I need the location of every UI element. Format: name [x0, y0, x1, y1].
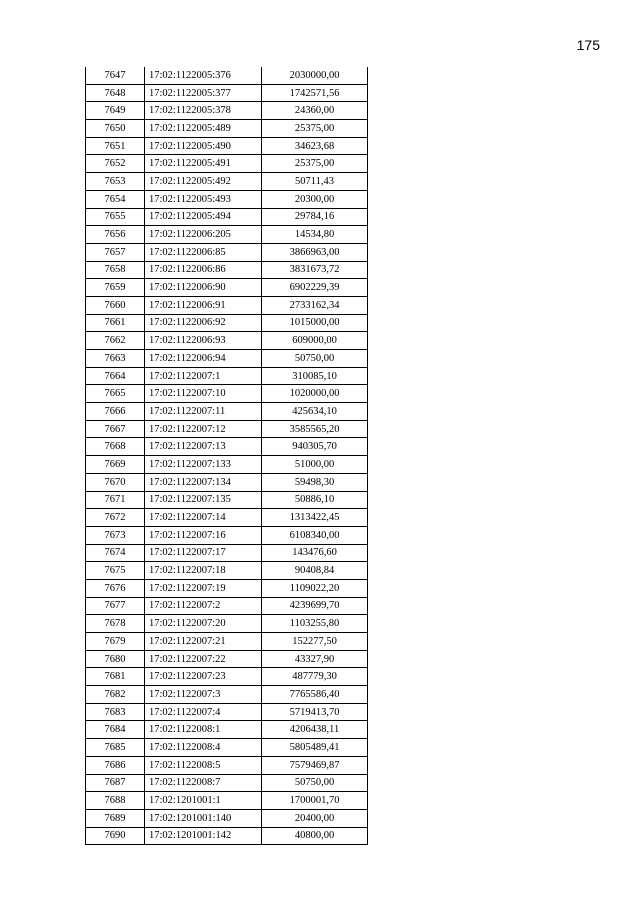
table-row [86, 792, 368, 810]
cadastral-value-table [85, 67, 368, 845]
cadastral-number-cell: 17:02:1122007:20 [145, 615, 262, 633]
row-number-cell: 7659 [86, 279, 145, 297]
row-number-cell: 7688 [86, 792, 145, 810]
table-row [86, 243, 368, 261]
value-cell: 1103255,80 [262, 615, 368, 633]
cadastral-number-cell: 17:02:1122007:13 [145, 438, 262, 456]
cadastral-number-cell: 17:02:1122007:17 [145, 544, 262, 562]
table-row [86, 544, 368, 562]
row-number-cell: 7685 [86, 739, 145, 757]
cadastral-number-cell: 17:02:1122005:491 [145, 155, 262, 173]
cadastral-number-cell: 17:02:1122005:490 [145, 137, 262, 155]
table-row [86, 703, 368, 721]
row-number-cell: 7673 [86, 526, 145, 544]
table-row [86, 190, 368, 208]
page-number: 175 [576, 37, 600, 53]
value-cell: 6902229,39 [262, 279, 368, 297]
table-row [86, 296, 368, 314]
table-row [86, 597, 368, 615]
cadastral-number-cell: 17:02:1122005:493 [145, 190, 262, 208]
row-number-cell: 7690 [86, 827, 145, 845]
row-number-cell: 7657 [86, 243, 145, 261]
row-number-cell: 7675 [86, 562, 145, 580]
table-row [86, 279, 368, 297]
row-number-cell: 7663 [86, 350, 145, 368]
cadastral-number-cell: 17:02:1122005:492 [145, 173, 262, 191]
value-cell: 5805489,41 [262, 739, 368, 757]
row-number-cell: 7682 [86, 686, 145, 704]
cadastral-number-cell: 17:02:1122007:3 [145, 686, 262, 704]
row-number-cell: 7654 [86, 190, 145, 208]
value-cell: 4206438,11 [262, 721, 368, 739]
table-row [86, 526, 368, 544]
value-cell: 14534,80 [262, 226, 368, 244]
cadastral-number-cell: 17:02:1122007:23 [145, 668, 262, 686]
value-cell: 6108340,00 [262, 526, 368, 544]
cadastral-number-cell: 17:02:1201001:1 [145, 792, 262, 810]
value-cell: 4239699,70 [262, 597, 368, 615]
row-number-cell: 7674 [86, 544, 145, 562]
value-cell: 143476,60 [262, 544, 368, 562]
table-row [86, 562, 368, 580]
cadastral-number-cell: 17:02:1122007:16 [145, 526, 262, 544]
row-number-cell: 7687 [86, 774, 145, 792]
table-row [86, 509, 368, 527]
row-number-cell: 7661 [86, 314, 145, 332]
table-row [86, 226, 368, 244]
value-cell: 152277,50 [262, 633, 368, 651]
row-number-cell: 7664 [86, 367, 145, 385]
value-cell: 29784,16 [262, 208, 368, 226]
row-number-cell: 7671 [86, 491, 145, 509]
row-number-cell: 7655 [86, 208, 145, 226]
table-row [86, 809, 368, 827]
row-number-cell: 7652 [86, 155, 145, 173]
value-cell: 50750,00 [262, 350, 368, 368]
row-number-cell: 7647 [86, 67, 145, 84]
value-cell: 34623,68 [262, 137, 368, 155]
table-row [86, 84, 368, 102]
table-row [86, 668, 368, 686]
row-number-cell: 7689 [86, 809, 145, 827]
cadastral-number-cell: 17:02:1122007:10 [145, 385, 262, 403]
value-cell: 2030000,00 [262, 67, 368, 84]
value-cell: 7579469,87 [262, 756, 368, 774]
row-number-cell: 7667 [86, 420, 145, 438]
cadastral-number-cell: 17:02:1122007:14 [145, 509, 262, 527]
row-number-cell: 7670 [86, 473, 145, 491]
cadastral-number-cell: 17:02:1122006:90 [145, 279, 262, 297]
row-number-cell: 7677 [86, 597, 145, 615]
cadastral-number-cell: 17:02:1122006:92 [145, 314, 262, 332]
row-number-cell: 7683 [86, 703, 145, 721]
value-cell: 1742571,56 [262, 84, 368, 102]
row-number-cell: 7648 [86, 84, 145, 102]
row-number-cell: 7686 [86, 756, 145, 774]
table-row [86, 403, 368, 421]
table-row [86, 721, 368, 739]
table-row [86, 827, 368, 845]
row-number-cell: 7676 [86, 579, 145, 597]
value-cell: 3866963,00 [262, 243, 368, 261]
cadastral-number-cell: 17:02:1122006:205 [145, 226, 262, 244]
table-row [86, 350, 368, 368]
cadastral-number-cell: 17:02:1122007:11 [145, 403, 262, 421]
cadastral-number-cell: 17:02:1122006:93 [145, 332, 262, 350]
cadastral-number-cell: 17:02:1122008:7 [145, 774, 262, 792]
table-row [86, 650, 368, 668]
table-row [86, 67, 368, 84]
value-cell: 609000,00 [262, 332, 368, 350]
cadastral-number-cell: 17:02:1122005:378 [145, 102, 262, 120]
cadastral-number-cell: 17:02:1122006:94 [145, 350, 262, 368]
row-number-cell: 7668 [86, 438, 145, 456]
table-row [86, 615, 368, 633]
cadastral-number-cell: 17:02:1122007:2 [145, 597, 262, 615]
table-row [86, 155, 368, 173]
row-number-cell: 7669 [86, 456, 145, 474]
table-row [86, 633, 368, 651]
table-row [86, 385, 368, 403]
table-row [86, 739, 368, 757]
table-row [86, 137, 368, 155]
table-row [86, 102, 368, 120]
cadastral-number-cell: 17:02:1122007:1 [145, 367, 262, 385]
row-number-cell: 7681 [86, 668, 145, 686]
row-number-cell: 7666 [86, 403, 145, 421]
row-number-cell: 7650 [86, 120, 145, 138]
value-cell: 310085,10 [262, 367, 368, 385]
value-cell: 425634,10 [262, 403, 368, 421]
value-cell: 3831673,72 [262, 261, 368, 279]
cadastral-number-cell: 17:02:1122007:19 [145, 579, 262, 597]
value-cell: 24360,00 [262, 102, 368, 120]
table-row [86, 438, 368, 456]
table-row [86, 261, 368, 279]
cadastral-number-cell: 17:02:1122008:5 [145, 756, 262, 774]
value-cell: 1020000,00 [262, 385, 368, 403]
value-cell: 43327,90 [262, 650, 368, 668]
row-number-cell: 7684 [86, 721, 145, 739]
row-number-cell: 7656 [86, 226, 145, 244]
value-cell: 50750,00 [262, 774, 368, 792]
cadastral-number-cell: 17:02:1122007:18 [145, 562, 262, 580]
cadastral-number-cell: 17:02:1122005:494 [145, 208, 262, 226]
value-cell: 40800,00 [262, 827, 368, 845]
table-row [86, 491, 368, 509]
table-body [86, 67, 368, 845]
row-number-cell: 7665 [86, 385, 145, 403]
table-row [86, 756, 368, 774]
value-cell: 51000,00 [262, 456, 368, 474]
row-number-cell: 7662 [86, 332, 145, 350]
table-row [86, 208, 368, 226]
cadastral-number-cell: 17:02:1122007:135 [145, 491, 262, 509]
table-row [86, 367, 368, 385]
table-row [86, 686, 368, 704]
value-cell: 1109022,20 [262, 579, 368, 597]
cadastral-number-cell: 17:02:1201001:140 [145, 809, 262, 827]
row-number-cell: 7678 [86, 615, 145, 633]
cadastral-number-cell: 17:02:1122007:22 [145, 650, 262, 668]
cadastral-number-cell: 17:02:1122007:133 [145, 456, 262, 474]
cadastral-number-cell: 17:02:1122006:86 [145, 261, 262, 279]
table-row [86, 120, 368, 138]
cadastral-number-cell: 17:02:1122007:4 [145, 703, 262, 721]
value-cell: 50886,10 [262, 491, 368, 509]
row-number-cell: 7653 [86, 173, 145, 191]
value-cell: 90408,84 [262, 562, 368, 580]
value-cell: 25375,00 [262, 155, 368, 173]
value-cell: 1015000,00 [262, 314, 368, 332]
cadastral-number-cell: 17:02:1122008:1 [145, 721, 262, 739]
cadastral-number-cell: 17:02:1201001:142 [145, 827, 262, 845]
table-row [86, 456, 368, 474]
cadastral-number-cell: 17:02:1122006:91 [145, 296, 262, 314]
value-cell: 20400,00 [262, 809, 368, 827]
cadastral-number-cell: 17:02:1122007:12 [145, 420, 262, 438]
row-number-cell: 7672 [86, 509, 145, 527]
cadastral-number-cell: 17:02:1122005:376 [145, 67, 262, 84]
table-row [86, 774, 368, 792]
table-row [86, 314, 368, 332]
row-number-cell: 7649 [86, 102, 145, 120]
cadastral-number-cell: 17:02:1122005:377 [145, 84, 262, 102]
cadastral-number-cell: 17:02:1122008:4 [145, 739, 262, 757]
cadastral-number-cell: 17:02:1122006:85 [145, 243, 262, 261]
value-cell: 25375,00 [262, 120, 368, 138]
value-cell: 2733162,34 [262, 296, 368, 314]
table-row [86, 473, 368, 491]
value-cell: 50711,43 [262, 173, 368, 191]
cadastral-number-cell: 17:02:1122007:21 [145, 633, 262, 651]
cadastral-number-cell: 17:02:1122007:134 [145, 473, 262, 491]
table-row [86, 332, 368, 350]
table-row [86, 420, 368, 438]
row-number-cell: 7680 [86, 650, 145, 668]
row-number-cell: 7658 [86, 261, 145, 279]
value-cell: 940305,70 [262, 438, 368, 456]
value-cell: 3585565,20 [262, 420, 368, 438]
value-cell: 487779,30 [262, 668, 368, 686]
value-cell: 7765586,40 [262, 686, 368, 704]
row-number-cell: 7660 [86, 296, 145, 314]
table-row [86, 579, 368, 597]
value-cell: 1700001,70 [262, 792, 368, 810]
value-cell: 59498,30 [262, 473, 368, 491]
value-cell: 5719413,70 [262, 703, 368, 721]
cadastral-number-cell: 17:02:1122005:489 [145, 120, 262, 138]
row-number-cell: 7651 [86, 137, 145, 155]
table-row [86, 173, 368, 191]
row-number-cell: 7679 [86, 633, 145, 651]
value-cell: 1313422,45 [262, 509, 368, 527]
value-cell: 20300,00 [262, 190, 368, 208]
